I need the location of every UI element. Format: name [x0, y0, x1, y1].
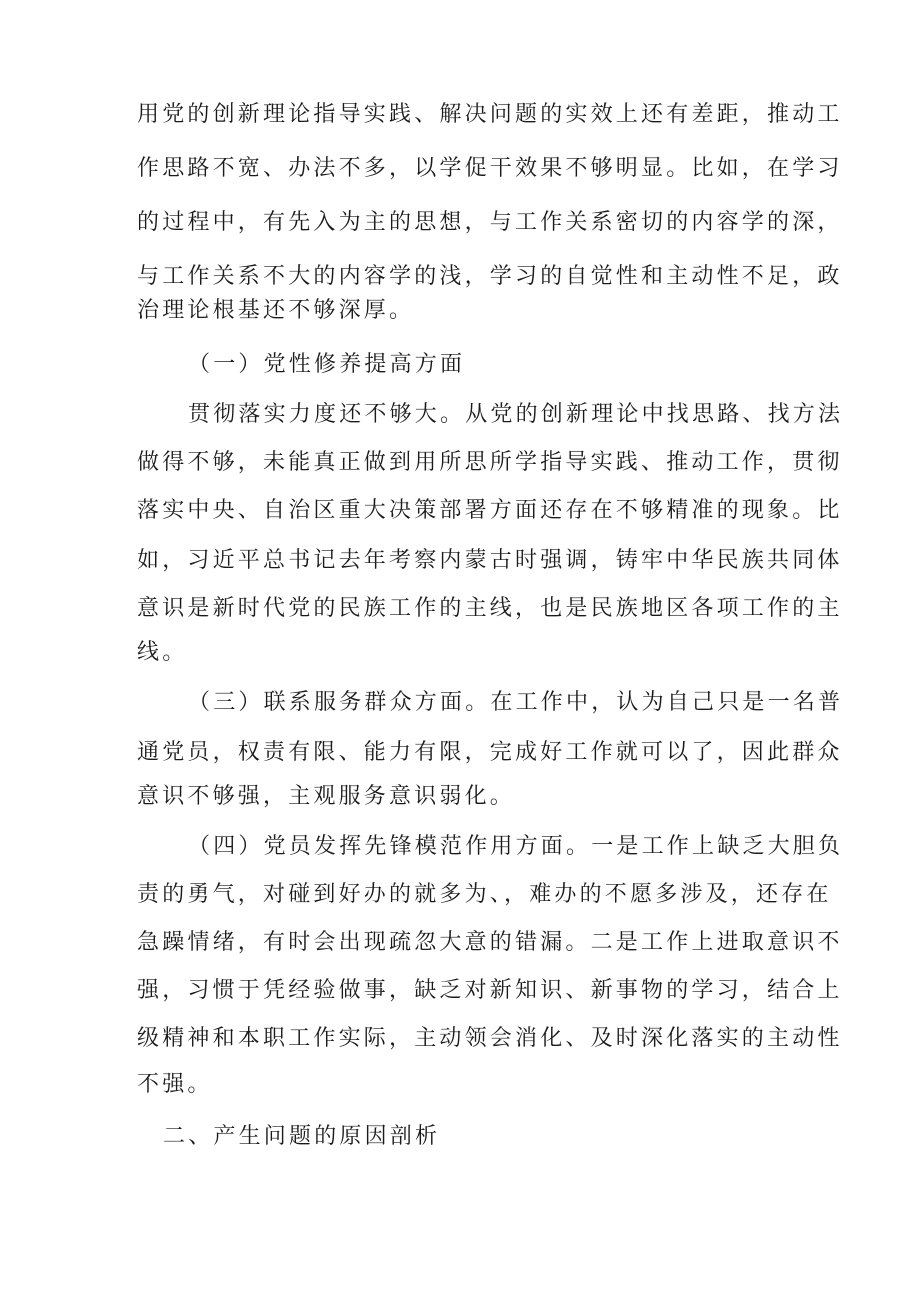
section-paragraph: （四）党员发挥先锋模范作用方面。一是工作上缺乏大胆负 — [188, 834, 844, 859]
text-line: 不强。 — [137, 1072, 213, 1097]
text-line: 级精神和本职工作实际，主动领会消化、及时深化落实的主动性 — [137, 1026, 843, 1051]
section-heading: 二、产生问题的原因剖析 — [163, 1124, 441, 1149]
text-line: 如，习近平总书记去年考察内蒙古时强调，铸牢中华民族共同体 — [137, 548, 843, 573]
text-line: 作思路不宽、办法不多，以学促干效果不够明显。比如，在学习 — [137, 156, 843, 181]
text-line: 通党员，权责有限、能力有限，完成好工作就可以了，因此群众 — [137, 740, 843, 765]
text-line: 责的勇气，对碰到好办的就多为、，难办的不愿多涉及，还存在 — [137, 882, 832, 907]
text-line: 贯彻落实力度还不够大。从党的创新理论中找思路、找方法 — [188, 402, 844, 427]
text-line: 与工作关系不大的内容学的浅，学习的自觉性和主动性不足，政 — [137, 264, 843, 289]
text-line: 做得不够，未能真正做到用所思所学指导实践、推动工作，贯彻 — [137, 450, 843, 475]
text-line: 落实中央、自治区重大决策部署方面还存在不够精准的现象。比 — [137, 498, 843, 523]
text-line: 治理论根基还不够深厚。 — [137, 298, 415, 323]
text-line: 意识不够强，主观服务意识弱化。 — [137, 784, 516, 809]
text-line: 意识是新时代党的民族工作的主线，也是民族地区各项工作的主 — [137, 596, 843, 621]
text-line: 的过程中，有先入为主的思想，与工作关系密切的内容学的深， — [137, 210, 843, 235]
section-heading: （一）党性修养提高方面 — [188, 352, 466, 377]
text-line: 线。 — [137, 640, 188, 665]
text-line: 用党的创新理论指导实践、解决问题的实效上还有差距，推动工 — [137, 102, 843, 127]
section-paragraph: （三）联系服务群众方面。在工作中，认为自己只是一名普 — [188, 690, 844, 715]
text-line: 急躁情绪，有时会出现疏忽大意的错漏。二是工作上进取意识不 — [137, 930, 843, 955]
text-line: 强，习惯于凭经验做事，缺乏对新知识、新事物的学习，结合上 — [137, 978, 843, 1003]
